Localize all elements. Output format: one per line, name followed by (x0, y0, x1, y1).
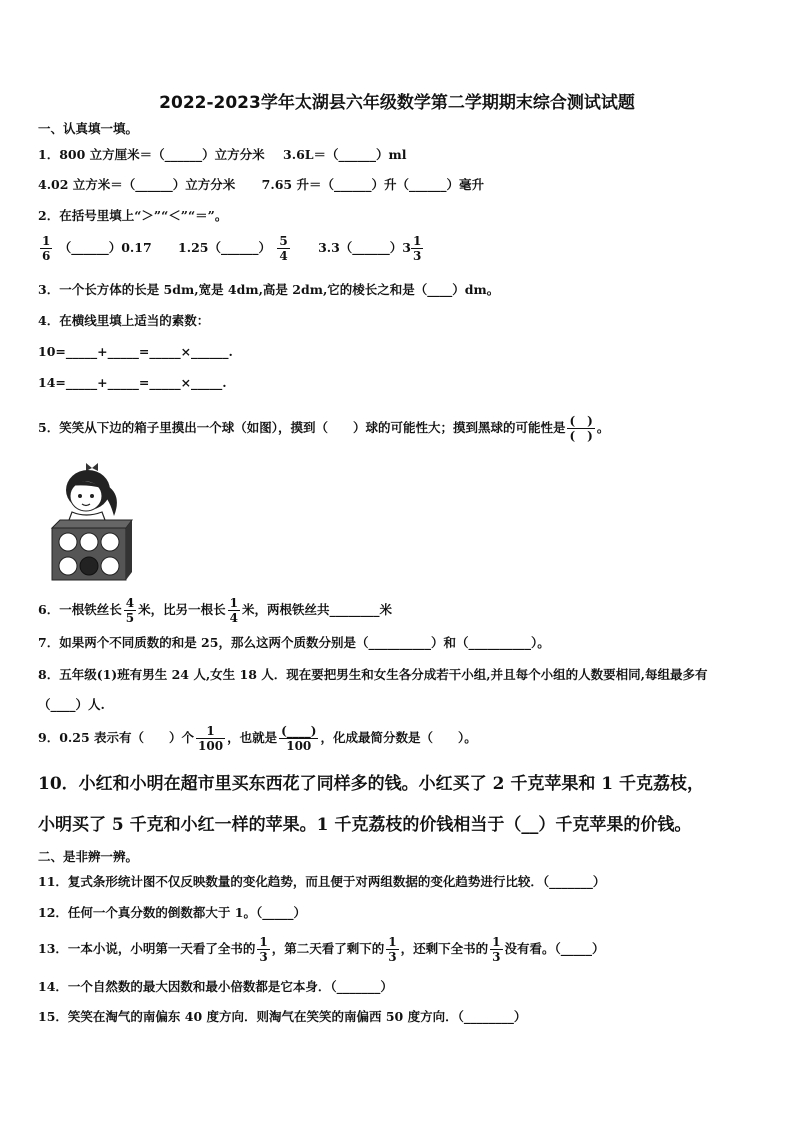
q2-compare-1: （______）0.17 (58, 240, 152, 255)
fraction-numerator: 1 (42, 234, 51, 248)
fraction-one-third (490, 935, 502, 964)
q5-text: 5．笑笑从下边的箱子里摸出一个球（如图），摸到（ ）球的可能性大；摸到黑球的可能性是 (38, 420, 566, 435)
box-side (126, 520, 132, 580)
q13-part-a: 13．一本小说，小明第一天看了全书的 (38, 941, 256, 956)
section-1-heading: 一、认真填一填。 (38, 121, 139, 136)
q2-compare-3: 3.3（______）3 (318, 240, 412, 255)
white-ball (101, 533, 119, 551)
question-9 (38, 724, 477, 753)
fraction-numerator: 1 (413, 234, 422, 248)
q13-part-b: ，第二天看了剩下的 (271, 941, 385, 956)
fraction-one-hundredth (196, 724, 225, 753)
question-2: 2．在括号里填上“＞”“＜”“＝”。 (38, 208, 228, 223)
fraction-numerator: 1 (196, 724, 225, 739)
q6-part-b: 米，比另一根长 (138, 602, 226, 617)
fraction-denominator: 3 (492, 950, 501, 964)
fraction-numerator: 1 (388, 935, 397, 949)
question-14: 14．一个自然数的最大因数和最小倍数都是它本身．（_______） (38, 979, 393, 994)
fraction-denominator: 3 (259, 950, 268, 964)
q1b-part-b: 7.65 升＝（______）升（______）毫升 (261, 177, 484, 192)
fraction-numerator: 5 (279, 234, 288, 248)
question-15: 15．笑笑在淘气的南偏东 40 度方向．则淘气在笑笑的南偏西 50 度方向．（________） (38, 1009, 527, 1024)
question-2-row (38, 234, 425, 263)
q13-part-c: ，还剩下全书的 (400, 941, 489, 956)
fraction-blank-over-hundred (279, 724, 318, 753)
question-6 (38, 596, 392, 625)
fraction-numerator: ( ) (569, 414, 593, 428)
fraction-one-third (411, 234, 423, 263)
ponytail (106, 486, 117, 516)
fraction-denominator: 3 (388, 950, 397, 964)
q6-part-c: 米，两根铁丝共________米 (241, 602, 392, 617)
fraction-denominator: 5 (125, 611, 135, 625)
fraction-four-fifths (124, 596, 136, 625)
question-1a (38, 147, 407, 163)
question-5 (38, 414, 609, 443)
fraction-denominator: 3 (413, 249, 422, 263)
question-13 (38, 935, 605, 964)
girl-with-ball-box-illustration (44, 462, 136, 584)
fraction-denominator: ( ) (569, 429, 593, 443)
question-1b (38, 177, 484, 193)
fraction-numerator: (____) (281, 724, 317, 738)
fraction-denominator: 100 (198, 739, 224, 753)
section-2-heading: 二、是非辨一辨。 (38, 849, 139, 864)
page-title: 2022-2023学年太湖县六年级数学第二学期期末综合测试试题 (159, 93, 635, 113)
fraction-one-third (386, 935, 398, 964)
q5-end: 。 (596, 420, 610, 435)
question-10-line-2: 小明买了 5 千克和小红一样的苹果。1 千克荔枝的价钱相当于（__）千克苹果的价钱。 (38, 815, 692, 835)
fraction-denominator: 100 (286, 739, 312, 753)
fraction-one-sixth (40, 234, 52, 263)
q2-compare-2: 1.25（______） (178, 240, 271, 255)
question-4-line-2: 14=_____+_____=_____×_____. (38, 375, 227, 390)
fraction-denominator: 6 (42, 249, 51, 263)
q1a-part-b: 3.6L＝（______）ml (283, 147, 407, 162)
question-10-line-1: 10．小红和小明在超市里买东西花了同样多的钱。小红买了 2 千克苹果和 1 千克荔枝， (38, 774, 704, 794)
q1a-part-a: 1．800 立方厘米＝（______）立方分米 (38, 147, 265, 162)
white-ball (59, 557, 77, 575)
question-7: 7．如果两个不同质数的和是 25，那么这两个质数分别是（__________）和（__________）。 (38, 635, 550, 650)
question-4-line-1: 10=_____+_____=_____×______. (38, 344, 233, 359)
fraction-one-third (257, 935, 269, 964)
question-3: 3．一个长方体的长是 5dm,宽是 4dm,高是 2dm,它的棱长之和是（____）dm。 (38, 282, 500, 297)
white-ball (101, 557, 119, 575)
box-top (52, 520, 132, 528)
fraction-numerator: 4 (125, 596, 135, 610)
q9-part-a: 9．0.25 表示有（ ）个 (38, 730, 194, 745)
fraction-numerator: 1 (229, 596, 238, 610)
fraction-blank (567, 414, 594, 443)
fraction-numerator: 1 (259, 935, 268, 949)
question-12: 12．任何一个真分数的倒数都大于 1。（_____） (38, 905, 306, 920)
question-11: 11．复式条形统计图不仅反映数量的变化趋势，而且便于对两组数据的变化趋势进行比较．（_______） (38, 874, 606, 889)
question-8-line-1: 8．五年级(1)班有男生 24 人,女生 18 人．现在要把男生和女生各分成若干小组,并且每个小组的人数要相同,每组最多有 (38, 667, 708, 682)
hair-bow (86, 463, 98, 471)
fraction-five-fourths (277, 234, 289, 263)
q9-part-c: ，化成最简分数是（ ）。 (320, 730, 477, 745)
q6-part-a: 6．一根铁丝长 (38, 602, 122, 617)
white-ball (59, 533, 77, 551)
q9-part-b: ，也就是 (227, 730, 278, 745)
girl-eye-right (90, 494, 94, 498)
black-ball (80, 557, 98, 575)
q13-part-d: 没有看。（_____） (504, 941, 605, 956)
fraction-denominator: 4 (279, 249, 288, 263)
question-8-line-2: （____）人. (38, 697, 105, 712)
q1b-part-a: 4.02 立方米＝（______）立方分米 (38, 177, 236, 192)
fraction-denominator: 4 (229, 611, 238, 625)
fraction-numerator: 1 (492, 935, 501, 949)
question-4: 4．在横线里填上适当的素数： (38, 313, 210, 328)
fraction-one-fourth (228, 596, 240, 625)
white-ball (80, 533, 98, 551)
girl-eye-left (78, 494, 82, 498)
